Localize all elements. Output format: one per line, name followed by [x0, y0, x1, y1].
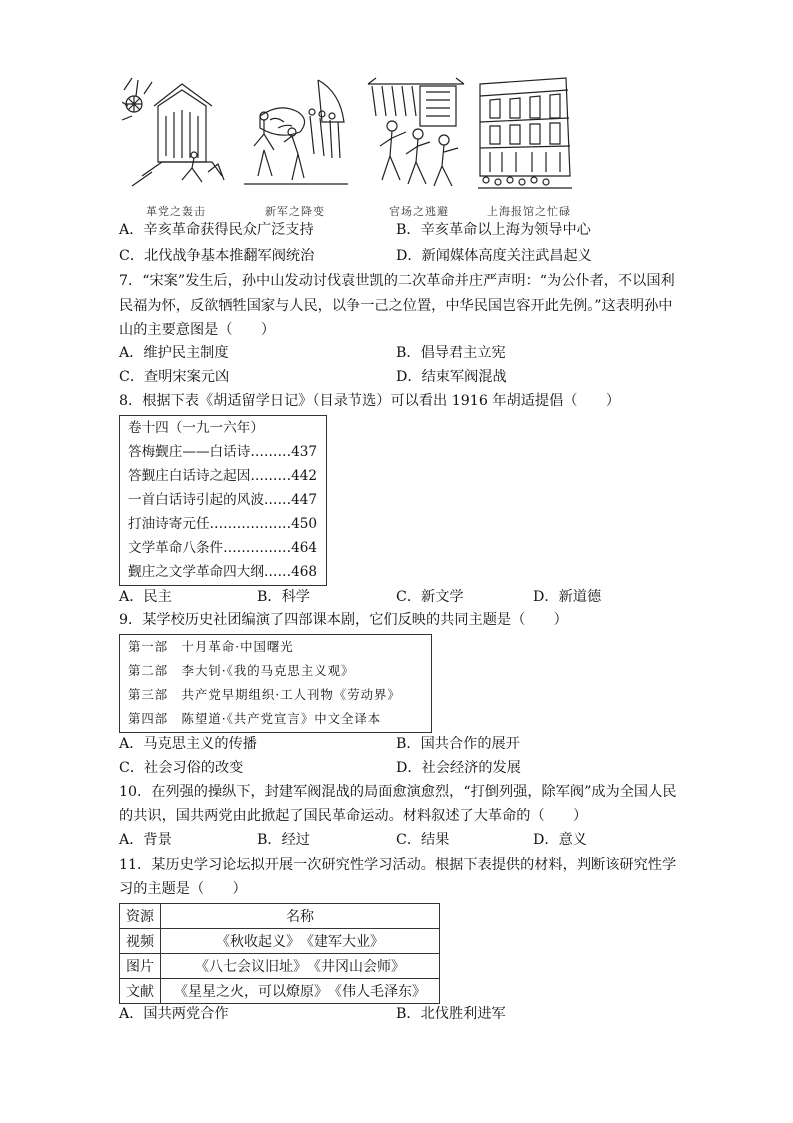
q6-option-c[interactable]: C．北伐战争基本推翻军阀统治	[119, 248, 315, 264]
q7-stem-line: 7．“宋案”发生后，孙中山发动讨伐袁世凯的二次革命并庄严声明：“为公仆者，不以国利	[119, 273, 675, 289]
q10-stem-line: 10．在列强的操纵下，封建军阀混战的局面愈演愈烈，“打倒列强，除军阀”成为全国人民	[119, 784, 677, 800]
q9-box-row: 第三部 共产党早期组织·工人刊物《劳动界》	[128, 687, 401, 702]
q8-option-b[interactable]: B．科学	[257, 589, 310, 605]
q6-option-d[interactable]: D．新闻媒体高度关注武昌起义	[396, 248, 592, 264]
q11-stem-line: 习的主题是（ ）	[119, 881, 247, 897]
image-caption: 上海报馆之忙碌	[487, 205, 571, 218]
table-row	[120, 929, 440, 954]
table-header-cell: 资源	[120, 904, 161, 929]
q9-box-row: 第二部 李大钊·《我的马克思主义观》	[128, 663, 355, 678]
q9-option-c[interactable]: C．社会习俗的改变	[119, 760, 244, 776]
q7-option-d[interactable]: D．结束军阀混战	[396, 369, 507, 385]
q8-stem: 8．根据下表《胡适留学日记》（目录节选）可以看出 1916 年胡适提倡（ ）	[119, 393, 621, 409]
illustration-revolution-bombardment	[122, 76, 228, 192]
illustration-officials-fleeing	[366, 76, 466, 192]
table-cell: 《八七会议旧址》 《井冈山会师》	[161, 954, 440, 979]
q8-option-d[interactable]: D．新道德	[533, 589, 602, 605]
table-cell: 视频	[120, 929, 161, 954]
q10-option-a[interactable]: A．背景	[119, 832, 172, 848]
q10-stem-line: 的共识，国共两党由此掀起了国民革命运动。材料叙述了大革命的（ ）	[119, 808, 588, 824]
illustration-shanghai-newspaper-office	[476, 76, 574, 192]
q6-option-b[interactable]: B．辛亥革命以上海为领导中心	[396, 222, 591, 238]
q8-box-row: 文学革命八条件……………464	[128, 540, 318, 556]
table-cell: 《星星之火，可以燎原》 《伟人毛泽东》	[161, 979, 440, 1004]
q8-box-row: 卷十四（一九一六年）	[128, 420, 264, 436]
q9-option-d[interactable]: D．社会经济的发展	[396, 760, 521, 776]
table-row	[120, 979, 440, 1004]
q8-diary-contents-box	[119, 415, 327, 586]
q7-stem-line: 山的主要意图是（ ）	[119, 322, 276, 338]
q8-option-c[interactable]: C．新文学	[396, 589, 464, 605]
q8-option-a[interactable]: A．民主	[119, 589, 172, 605]
table-cell: 文献	[120, 979, 161, 1004]
q10-option-d[interactable]: D．意义	[533, 832, 587, 848]
q9-stem: 9．某学校历史社团编演了四部课本剧，它们反映的共同主题是（ ）	[119, 612, 568, 628]
q7-option-b[interactable]: B．倡导君主立宪	[396, 345, 506, 361]
q9-option-b[interactable]: B．国共合作的展开	[396, 736, 520, 752]
q7-option-c[interactable]: C．查明宋案元凶	[119, 369, 230, 385]
table-header-row	[120, 904, 440, 929]
q9-box-row: 第一部 十月革命·中国曙光	[128, 639, 294, 654]
q8-box-row: 答梅觐庄——白话诗………437	[128, 444, 318, 460]
q8-box-row: 打油诗寄元任………………450	[128, 516, 318, 532]
q8-box-row: 觐庄之文学革命四大纲……468	[128, 564, 318, 580]
q8-box-row: 答觐庄白话诗之起因………442	[128, 468, 318, 484]
table-row	[120, 954, 440, 979]
illustration-new-army-mutiny	[240, 76, 353, 192]
q11-stem-line: 11．某历史学习论坛拟开展一次研究性学习活动。根据下表提供的材料，判断该研究性学	[119, 857, 677, 873]
q11-option-b[interactable]: B．北伐胜利进军	[396, 1006, 506, 1022]
image-caption: 革党之轰击	[146, 205, 206, 218]
table-header-cell: 名称	[161, 904, 440, 929]
table-cell: 《秋收起义》 《建军大业》	[161, 929, 440, 954]
q10-option-c[interactable]: C．结果	[396, 832, 450, 848]
q11-resource-table	[119, 903, 440, 1004]
q10-option-b[interactable]: B．经过	[257, 832, 310, 848]
q7-stem-line: 民福为怀，反欲牺牲国家与人民，以争一己之位置，中华民国岂容开此先例。”这表明孙中	[119, 298, 673, 314]
table-cell: 图片	[120, 954, 161, 979]
q8-box-row: 一首白话诗引起的风波……447	[128, 492, 318, 508]
q9-option-a[interactable]: A．马克思主义的传播	[119, 736, 257, 752]
image-caption: 新军之降变	[265, 205, 325, 218]
q9-plays-box	[119, 634, 432, 733]
q9-box-row: 第四部 陈望道·《共产党宣言》中文全译本	[128, 711, 382, 726]
q6-option-a[interactable]: A．辛亥革命获得民众广泛支持	[119, 222, 314, 238]
q7-option-a[interactable]: A．维护民主制度	[119, 345, 229, 361]
image-caption: 官场之逃避	[389, 205, 449, 218]
q11-option-a[interactable]: A．国共两党合作	[119, 1006, 229, 1022]
